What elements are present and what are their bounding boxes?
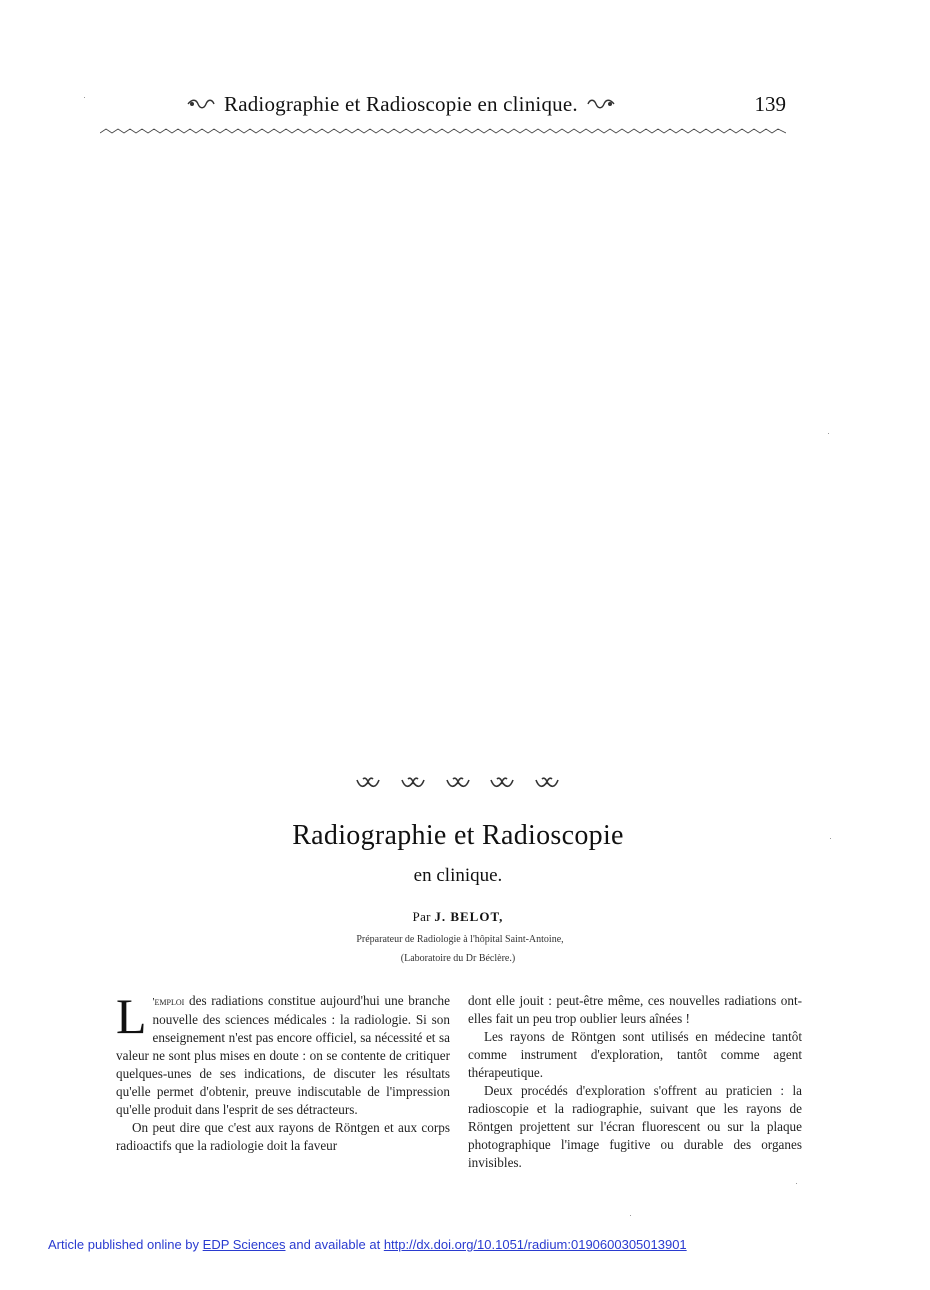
byline-prefix: Par (412, 909, 431, 924)
affiliation-line-2: (Laboratoire du Dr Béclère.) (400, 953, 516, 964)
scan-speck (84, 97, 85, 98)
fleuron-ornaments (355, 776, 560, 794)
body-column-right (468, 992, 802, 1172)
footer-text-middle: and available at (285, 1237, 384, 1252)
fleuron-icon (400, 776, 426, 790)
article-title: Radiographie et Radioscopie (292, 820, 624, 851)
paragraph-1-text: des radiations constitue aujourd'hui une branche nouvelle des sciences médicales : la radiologie. Si son enseignement n'est pas encore officiel, sa nécessité et sa valeur ne sont plus mises en doute : on se contente de critiquer quelques-unes de ses indications, de discuter les résultats qu'elle permet d'obtenir, preuve indiscutable de l'impression qu'elle produit dans l'esprit de ses détracteurs. (116, 993, 450, 1117)
scan-speck (630, 1215, 631, 1216)
paragraph-2-continuation: dont elle jouit : peut-être même, ces nouvelles radiations ont-elles fait un peu trop oublier leurs aînées ! (468, 993, 802, 1026)
page-number: 139 (754, 92, 786, 116)
fleuron-icon (489, 776, 515, 790)
running-header (186, 92, 786, 122)
header-rule-ornament (100, 127, 786, 135)
ornament-left-icon (186, 98, 216, 114)
publication-footer (48, 1237, 687, 1252)
paragraph-1 (116, 988, 450, 1119)
author-name: J. BELOT, (434, 909, 504, 924)
body-column-left (116, 988, 450, 1155)
paragraph-1-smallcaps: 'emploi (152, 996, 185, 1008)
running-title (186, 92, 706, 117)
byline (0, 909, 916, 925)
drop-cap: L (116, 988, 147, 1044)
scan-speck (828, 433, 829, 434)
paragraph-2-start: On peut dire que c'est aux rayons de Röntgen et aux corps radioactifs que la radiologie doit la faveur (116, 1120, 450, 1153)
doi-link[interactable]: http://dx.doi.org/10.1051/radium:0190600305013901 (383, 1237, 687, 1252)
scan-speck (796, 1183, 797, 1184)
paragraph-4: Deux procédés d'exploration s'offrent au praticien : la radioscopie et la radiographie, suivant que les rayons de Röntgen projettent sur l'écran fluorescent ou sur la plaque photographique l'image fugitive ou durable des organes invisibles. (468, 1083, 802, 1170)
running-title-text: Radiographie et Radioscopie en clinique. (224, 92, 578, 116)
paragraph-3: Les rayons de Röntgen sont utilisés en médecine tantôt comme instrument d'exploration, tantôt comme agent thérapeutique. (468, 1029, 802, 1080)
affiliation-line-1: Préparateur de Radiologie à l'hôpital Saint-Antoine, (356, 934, 564, 945)
fleuron-icon (445, 776, 471, 790)
article-subtitle: en clinique. (413, 865, 503, 886)
scan-speck (830, 838, 831, 839)
footer-text-before: Article published online by (48, 1237, 203, 1252)
ornament-right-icon (586, 98, 616, 114)
fleuron-icon (355, 776, 381, 790)
publisher-link[interactable]: EDP Sciences (202, 1237, 286, 1252)
fleuron-icon (534, 776, 560, 790)
